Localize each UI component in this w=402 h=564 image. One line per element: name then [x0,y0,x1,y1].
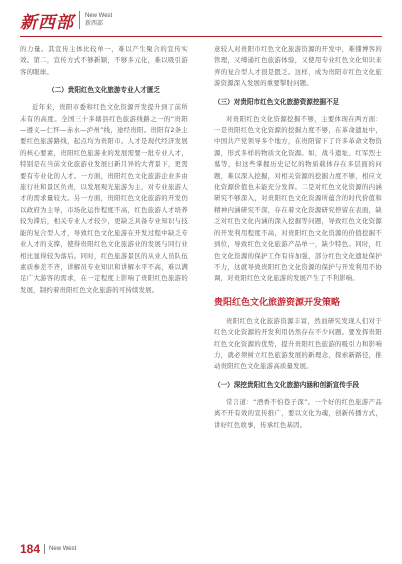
left-column [20,44,188,296]
section-heading-strategy: 贵阳红色文化旅游资源开发策略 [214,297,341,308]
left-subheading-talent: （二）贵阳红色文化旅游专业人才匮乏 [47,86,161,95]
footer-divider [44,544,45,554]
logo-english-line2: 新西部 [85,21,104,27]
magazine-logo [20,8,112,32]
right-paragraph-2: 对贵阳红色文化资源挖掘不够，主要体现在两方面：一是贵阳红色文化资源的挖掘力度不够，在革命遗址中，中国共产党领导多个地方，在贵阳留下了许多革命文物资源，形式多样的物质文化资源。如，战斗遗址、红军烈士墓等，但这些掌握历史记忆的物质载体存在多层面的问题，难以深入挖掘，对相关资源的挖掘力度不够，相应文化资源价值也未能充分发挥。二是对红色文化资源的内涵研究不够深入，对贵阳红色文化资源所蕴含的时代价值和精神内涵研究不深，存在着文化资源研究停留在表面，缺乏对红色文化内涵的深入挖掘等问题，导致红色文化资源的开发利用程度不高，对贵阳红色文化资源的价值挖掘不到位，导致红色文化旅游产品单一，缺少特色。同时，红色文化资源的保护工作有待加强，部分红色文化遗址保护不力，这就导致贵阳红色文化资源的保护与开发利用不协调，对贵阳红色文化旅游的发展产生了不利影响。 [214,114,382,283]
page-footer [20,542,76,556]
logo-divider [79,11,80,29]
right-subheading-mining: （三）对贵阳市红色文化旅游资源挖掘不足 [214,97,340,106]
page-number: 184 [20,542,41,556]
left-paragraph-1: 的力量。其宣传主体比较单一，难以产生聚合的宣传实效。第二，宣传方式不够新颖，不够多元化，难以吸引游客的眼球。 [20,45,188,76]
right-paragraph-4: 常言道：“酒香不怕巷子深”。一个好的红色旅游产品离不开有效的宣传推广，要以文化为魂，创新传播方式，讲好红色故事，传承红色基因。 [214,397,382,429]
logo-english-line1: New West [85,13,113,19]
logo-chinese-title: 新西部 [20,12,74,33]
right-paragraph-3: 贵阳红色文化旅游资源丰富，然而研究发现人们对于红色文化资源的开发利用仍然存在不少问题。要发挥贵阳红色文化资源的优势，提升贵阳红色旅游的吸引力和影响力，就必须树立红色旅游发展的新理念，探索新路径，推动贵阳红色文化旅游高质量发展。 [214,316,382,371]
right-paragraph-1: 意较人对贵阳市红色文化旅游资源的开发中，难懂博客的管理，又缚通红色旅游体验，又使用专业红色文化知识来弄的复合型人才很是匮乏。这样，成为贵阳市红色文化旅游资源深入发展的重要掣肘问题。 [214,45,382,88]
footer-magazine-name: New West [49,546,77,552]
right-subheading-promotion: （一）深挖贵阳红色文化旅游内涵和创新宣传手段 [214,380,360,389]
page-header [20,8,382,38]
right-column [214,44,382,431]
left-paragraph-2: 近年来，贵阳市委和红色文化资源开发提升到了前所未有的高度。全国三十多辖县红色旅游线路之一的“贵阳—遵义—仁怀—赤水—泸州”线，途经贵阳。贵阳有2条主要红色旅游路线，起点均为贵阳市。人才是现代经济发展的核心要素，贵阳红色旅游业的发展需要一批专业人才，特别是在当前文化旅游业发展日新月异的大背景下，更需要有专业化的人才。一方面，贵阳红色文化旅游企业多由旅行社和景区负责，以发展观光旅游为主，对专业旅游人才的需求量较大。另一方面，贵阳红色文化旅游的开发仍以政府为主导，市场化运作程度不高，红色旅游人才培养较为滞后，相关专业人才较少，更缺乏具备专业知识与技能的复合型人才，导致红色文化旅游在开发过程中缺乏专业人才的支撑，使得贵阳红色文化旅游业的发展与同行业相比显得较为落后。同时，红色旅游景区的从业人员队伍素质参差不齐，讲解员专业知识和讲解水平不高，难以满足广大游客的需求，在一定程度上影响了贵阳红色旅游的发展，制约着贵阳红色文化旅游的可持续发展。 [20,103,188,294]
header-rule [20,36,382,37]
logo-english-block [85,12,112,28]
